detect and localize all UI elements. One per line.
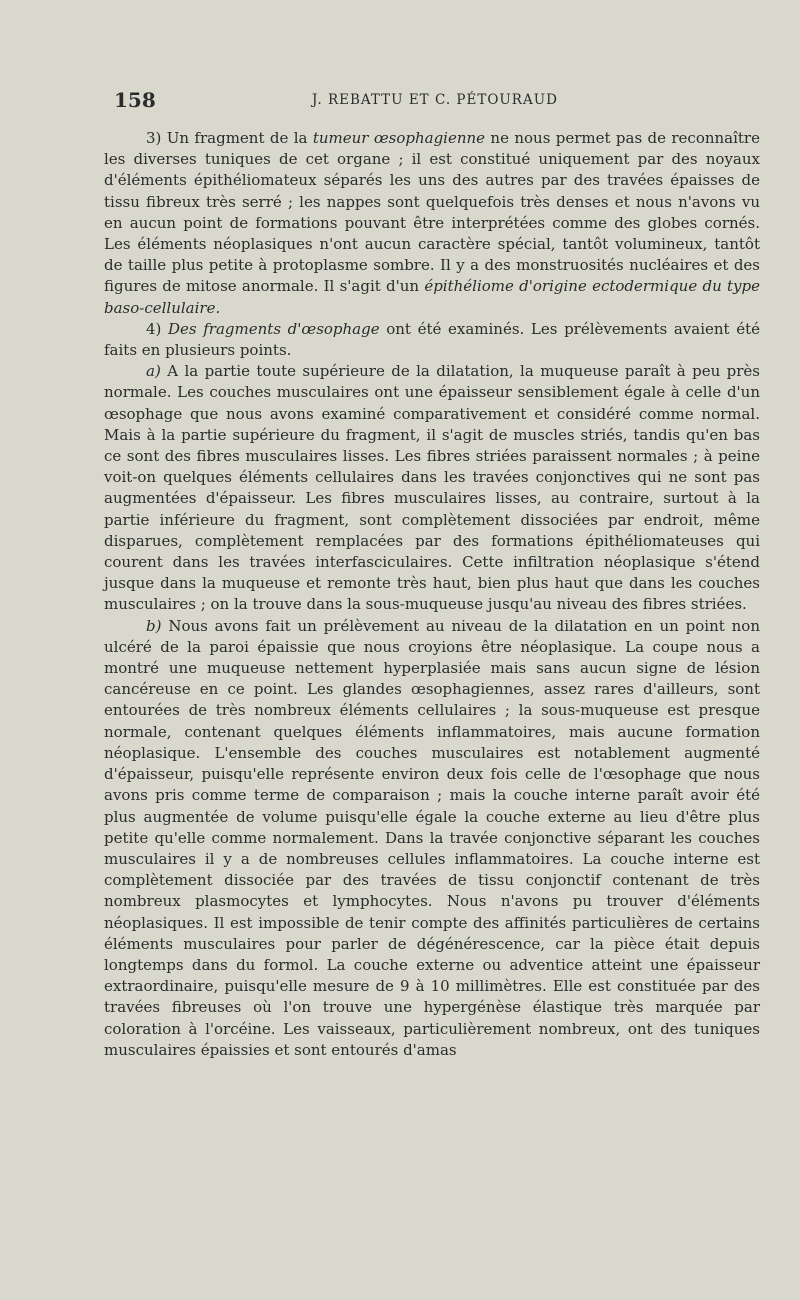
body-text (104, 128, 760, 1061)
paragraph-4a: a) A la partie toute supérieure de la dilatation, la muqueuse paraît à peu près normale. Les couches musculaires ont une épaisseur sensiblement égale à celle d'un œsophage que nous avons examiné comparativement et considéré comme normal. Mais à la partie supérieure du fragment, il s'agit de muscles striés, tandis qu'en bas ce sont des fibres musculaires lisses. Les fibres striées paraissent normales ; à peine voit-on quelques éléments cellulaires dans les travées conjonctives qui ne sont pas augmentées d'épaisseur. Les fibres musculaires lisses, au contraire, surtout à la partie inférieure du fragment, sont complètement dissociées par endroit, même disparues, complètement remplacées par des formations épithéliomateuses qui courent dans les travées interfasciculaires. Cette infiltration néoplasique s'étend jusque dans la muqueuse et remonte très haut, bien plus haut que dans les couches musculaires ; on la trouve dans la sous-muqueuse jusqu'au niveau des fibres striées. (104, 362, 760, 614)
paragraph-4b: b) Nous avons fait un prélèvement au niveau de la dilatation en un point non ulcéré de la paroi épaissie que nous croyions être néoplasique. La coupe nous a montré une muqueuse nettement hyperplasiée mais sans aucun signe de lésion cancéreuse en ce point. Les glandes œsophagiennes, assez rares d'ailleurs, sont entourées de très nombreux éléments cellulaires ; la sous-muqueuse est presque normale, contenant quelques éléments inflammatoires, mais aucune formation néoplasique. L'ensemble des couches musculaires est notablement augmenté d'épaisseur, puisqu'elle représente environ deux fois celle de l'œsophage que nous avons pris comme terme de comparaison ; mais la couche interne paraît avoir été plus augmentée de volume puisqu'elle égale la couche externe au lieu d'être plus petite qu'elle comme normalement. Dans la travée conjonctive séparant les couches musculaires il y a de nombreuses cellules inflammatoires. La couche interne est complètement dissociée par des travées de tissu conjonctif contenant de très nombreux plasmocytes et lymphocytes. Nous n'avons pu trouver d'éléments néoplasiques. Il est impossible de tenir compte des affinités particulières de certains éléments musculaires pour parler de dégénérescence, car la pièce était depuis longtemps dans du formol. La couche externe ou adventice atteint une épaisseur extraordinaire, puisqu'elle mesure de 9 à 10 millimètres. Elle est constituée par des travées fibreuses où l'on trouve une hypergénèse élastique très marquée par coloration à l'orcéine. Les vaisseaux, particulièrement nombreux, ont des tuniques musculaires épaissies et sont entourés d'amas (104, 616, 760, 1059)
page-header (104, 88, 760, 128)
paragraph-4: 4) Des fragments d'œsophage ont été examinés. Les prélèvements avaient été faits en plusieurs points. (104, 319, 760, 360)
page-number: 158 (114, 88, 156, 112)
running-head: J. REBATTU ET C. PÉTOURAUD (312, 92, 558, 108)
paragraph-3: 3) Un fragment de la tumeur œsophagienne ne nous permet pas de reconnaître les diverses tuniques de cet organe ; il est constitué uniquement par des noyaux d'éléments épithéliomateux séparés les uns des autres par des travées épaisses de tissu fibreux très serré ; les nappes sont quelquefois très denses et nous n'avons vu en aucun point de formations pouvant être interprétées comme des globes cornés. Les éléments néoplasiques n'ont aucun caractère spécial, tantôt volumineux, tantôt de taille plus petite à protoplasme sombre. Il y a des monstruosités nucléaires et des figures de mitose anormale. Il s'agit d'un épithéliome d'origine ectodermique du type baso-cellulaire. (104, 129, 760, 317)
